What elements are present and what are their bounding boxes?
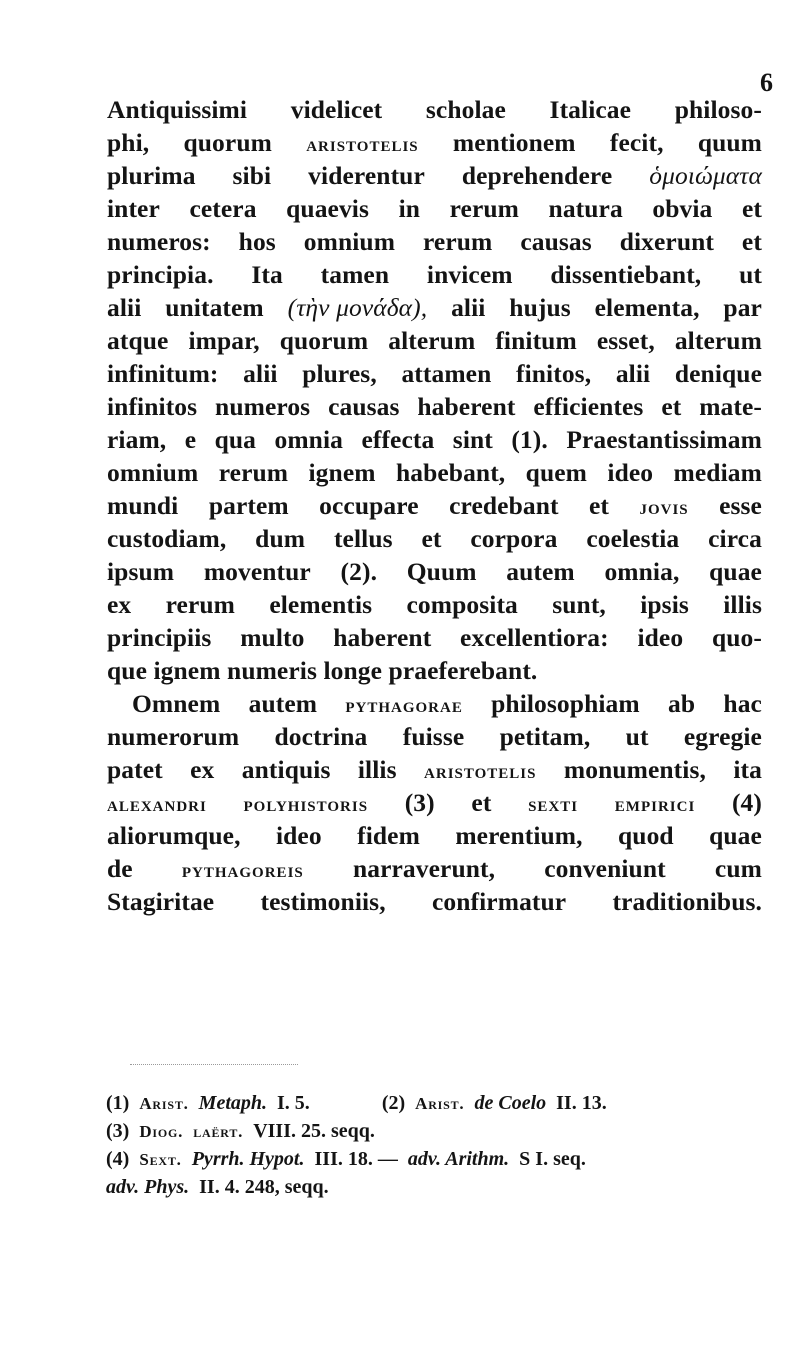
text-line [107,194,762,227]
word: rerum [449,194,519,223]
word: mate- [699,392,762,421]
text-line [107,887,762,920]
word: traditionibus. [612,887,762,916]
word: patet [107,755,163,784]
author-name: polyhistoris [243,792,369,816]
word: cetera [189,194,257,223]
footnote-number: (2) [381,1092,406,1114]
word: alii [451,293,486,322]
word: circa [708,524,762,553]
word: ideo [275,821,322,850]
text-line [107,161,762,194]
word: ignem [153,656,221,685]
word: aliorumque, [107,821,241,850]
word: ex [190,755,215,784]
word: numeris [227,656,317,685]
word: e [184,425,197,454]
footnote-ref-text: VIII. 25. seqq. [253,1120,375,1142]
text-line [107,623,762,656]
footnote-author: Sext. [139,1150,182,1169]
word: et [471,788,492,817]
word: par [723,293,762,322]
word: illis [723,590,762,619]
word: scholae [425,95,506,124]
word: quem [525,458,587,487]
word: Stagiritae [107,887,215,916]
footnote-author: Arist. [415,1094,465,1113]
word: et [741,194,762,223]
word: fuisse [402,722,465,751]
footnote-work: adv. Phys. [106,1176,190,1198]
word: atque [107,326,169,355]
word: rerum [165,590,236,619]
text-line [107,821,762,854]
text-line [107,656,762,689]
word: composita [406,590,518,619]
word: plures, [302,359,377,388]
word: ideo [637,623,684,652]
word: autem [506,557,575,586]
word: alii [243,359,278,388]
word: Praestantissimam [566,425,762,454]
text-line [107,425,762,458]
word: ut [625,722,649,751]
word: finitum [495,326,577,355]
word: Ita [251,260,283,289]
footnote-number: (4) [106,1148,130,1170]
word: qua [214,425,257,454]
word: monumentis, [563,755,706,784]
word: coelestia [586,524,680,553]
main-text [107,95,762,920]
footnote-ref-text: S I. seq. [519,1148,586,1170]
footnote-work: laërt. [193,1122,244,1141]
word: ideo [607,458,654,487]
author-name: empirici [614,792,696,816]
footnote-work: adv. Arithm. [407,1148,510,1170]
word: mentionem [452,128,576,157]
word: ita [733,755,762,784]
text-line [107,557,762,590]
footnote-ref-text: III. 18. — [314,1148,398,1170]
word: denique [674,359,762,388]
text-line [107,458,762,491]
word: philoso- [674,95,762,124]
footnote [106,1120,766,1148]
word: ignem [308,458,376,487]
text-line [107,293,762,326]
word: viderentur [308,161,425,190]
word: omnium [107,458,199,487]
word: merentium, [455,821,583,850]
word: principia. [107,260,214,289]
word: longe [323,656,383,685]
word: dum [255,524,306,553]
author-name: aristotelis [424,759,537,783]
footnotes [106,1092,766,1204]
word: riam, [107,425,167,454]
word: ipsum [107,557,175,586]
text-line [107,689,762,722]
greek-word: ὁμοιώματα [649,161,762,190]
word: antiquis [241,755,331,784]
footnote-ref: (2). [340,557,378,586]
word: infinitum: [107,359,219,388]
word: causas [520,227,592,256]
footnote-author: Diog. [139,1122,184,1141]
word: testimoniis, [260,887,386,916]
word: haberent [417,392,516,421]
word: ut [739,260,762,289]
word: hos [238,227,276,256]
footnote [106,1176,766,1204]
word: credebant [449,491,559,520]
word: impar, [188,326,260,355]
footnote-ref: (3) [404,788,435,817]
word: sunt, [552,590,606,619]
word: elementa, [594,293,700,322]
word: et [421,524,442,553]
author-name: jovis [639,495,689,519]
word: fidem [357,821,420,850]
word: conveniunt [544,854,666,883]
author-name: aristotelis [306,132,419,156]
word: numeros: [107,227,211,256]
word: occupare [319,491,419,520]
word: unitatem [165,293,264,322]
word: petitam, [499,722,591,751]
word: hac [723,689,762,718]
word: videlicet [290,95,383,124]
word: corpora [470,524,558,553]
word: omnia, [604,557,680,586]
footnote-ref-text: II. 4. 248, seqq. [199,1176,329,1198]
text-line [107,722,762,755]
word: confirmatur [431,887,567,916]
word: numerorum [107,722,240,751]
word: in [398,194,421,223]
author-name: pythagoreis [181,858,304,882]
word: attamen [401,359,492,388]
word: mediam [673,458,762,487]
footnote-author: Arist. [139,1094,189,1113]
word: et [661,392,682,421]
word: de [107,854,133,883]
word: alterum [674,326,762,355]
word: sibi [232,161,272,190]
footnote-ref-text: I. 5. [277,1092,310,1114]
word: quod [618,821,674,850]
word: hujus [509,293,571,322]
text-line [107,326,762,359]
word: quo- [711,623,762,652]
word: doctrina [274,722,368,751]
word: cum [714,854,762,883]
word: Omnem [132,689,221,718]
word: causas [328,392,400,421]
word: narraverunt, [352,854,496,883]
footnote-ref: (4) [731,788,762,817]
word: quorum [279,326,369,355]
text-line [107,590,762,623]
footnote [106,1148,766,1176]
word: ex [107,590,132,619]
word: phi, [107,128,150,157]
word: partem [208,491,289,520]
footnote-number: (1) [106,1092,130,1114]
text-line [107,260,762,293]
word: haberent [333,623,432,652]
word: alii [107,293,142,322]
word: alii [615,359,651,388]
word: finitos, [516,359,592,388]
text-line [107,788,762,821]
word: quum [697,128,762,157]
word: dixerunt [619,227,714,256]
word: custodiam, [107,524,227,553]
word: obvia [652,194,713,223]
word: omnia [274,425,343,454]
word: quorum [183,128,272,157]
text-line [107,392,762,425]
word: ab [668,689,696,718]
word: Quum [406,557,477,586]
word: rerum [422,227,493,256]
author-name: alexandri [107,792,207,816]
text-line [107,755,762,788]
word: et [741,227,762,256]
word: philosophiam [491,689,640,718]
text-line [107,524,762,557]
footnote-ref-text: II. 13. [556,1092,607,1114]
word: deprehendere [461,161,613,190]
greek-word: (τὴν μονάδα), [287,293,428,322]
word: dissentiebant, [550,260,702,289]
word: autem [248,689,318,718]
word: tamen [320,260,390,289]
word: quae [709,821,762,850]
author-name: pythagorae [345,693,463,717]
word: effecta [361,425,435,454]
word: efficientes [533,392,644,421]
word: et [589,491,610,520]
word: egregie [683,722,762,751]
text-line [107,95,762,128]
word: praeferebant. [388,656,538,685]
word: sint [452,425,493,454]
footnote-work: Metaph. [198,1092,268,1114]
word: excellentiora: [460,623,609,652]
page-number: 6 [760,68,773,97]
word: alterum [388,326,476,355]
word: natura [548,194,623,223]
footnote [106,1092,766,1120]
word: que [107,656,147,685]
word: Italicae [549,95,632,124]
word: multo [240,623,305,652]
word: illis [357,755,397,784]
word: principiis [107,623,212,652]
word: mundi [107,491,179,520]
footnote-ref: (1). [511,425,548,454]
footnote-work: Pyrrh. Hypot. [191,1148,305,1170]
word: invicem [426,260,513,289]
word: quae [709,557,762,586]
text-line [107,128,762,161]
word: inter [107,194,160,223]
word: esset, [596,326,655,355]
word: moventur [203,557,311,586]
text-line [107,854,762,887]
word: plurima [107,161,196,190]
word: numeros [215,392,311,421]
word: ipsis [640,590,689,619]
word: elementis [269,590,373,619]
footnote-separator [130,1064,298,1065]
word: tellus [333,524,393,553]
text-line [107,491,762,524]
footnote-number: (3) [106,1120,130,1142]
word: omnium [303,227,396,256]
word: infinitos [107,392,198,421]
word: esse [719,491,762,520]
text-line [107,359,762,392]
footnote-work: de Coelo [474,1092,547,1114]
word: fecit, [609,128,664,157]
word: habebant, [395,458,506,487]
author-name: sexti [528,792,579,816]
word: Antiquissimi [107,95,248,124]
text-line [107,227,762,260]
word: quaevis [286,194,370,223]
word: rerum [218,458,289,487]
